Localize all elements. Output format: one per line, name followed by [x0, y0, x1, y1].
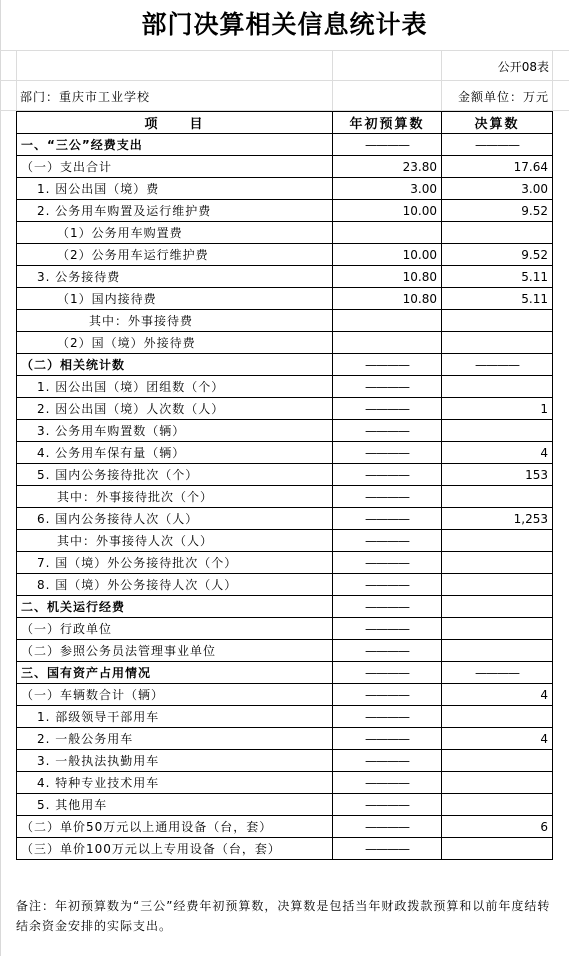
table-row [17, 332, 553, 354]
final-cell[interactable]: 6 [442, 816, 553, 838]
item-cell[interactable]: 其中：外事接待批次（个） [17, 486, 333, 508]
budget-cell[interactable]: ———— [333, 816, 442, 838]
item-cell[interactable]: 三、国有资产占用情况 [17, 662, 333, 684]
final-cell[interactable]: ———— [442, 354, 553, 376]
table-row [17, 728, 553, 750]
item-cell[interactable]: 4. 公务用车保有量（辆） [17, 442, 333, 464]
final-cell[interactable]: 3.00 [442, 178, 553, 200]
item-cell[interactable]: 1. 部级领导干部用车 [17, 706, 333, 728]
footnote: 备注：年初预算数为“三公”经费年初预算数，决算数是包括当年财政拨款预算和以前年度结转结余资金安排的实际支出。 [16, 899, 551, 933]
table-row [17, 486, 553, 508]
table-row [17, 508, 553, 530]
table-row [17, 266, 553, 288]
budget-cell[interactable]: ———— [333, 134, 442, 156]
budget-cell[interactable]: ———— [333, 596, 442, 618]
table-row [17, 222, 553, 244]
item-cell[interactable]: 其中：外事接待费 [17, 310, 333, 332]
final-cell[interactable]: 5.11 [442, 266, 553, 288]
final-cell[interactable] [442, 574, 553, 596]
final-cell[interactable] [442, 552, 553, 574]
table-row [17, 772, 553, 794]
final-cell[interactable] [442, 838, 553, 860]
budget-cell[interactable]: 23.80 [333, 156, 442, 178]
item-cell[interactable]: 3. 公务用车购置数（辆） [17, 420, 333, 442]
item-cell[interactable]: （2）国（境）外接待费 [17, 332, 333, 354]
budget-cell[interactable]: ———— [333, 508, 442, 530]
final-cell[interactable] [442, 420, 553, 442]
budget-cell[interactable]: 10.80 [333, 266, 442, 288]
final-cell[interactable]: ———— [442, 662, 553, 684]
budget-cell[interactable]: ———— [333, 530, 442, 552]
table-row [17, 816, 553, 838]
budget-cell[interactable]: ———— [333, 618, 442, 640]
grid-line [552, 50, 553, 110]
item-cell[interactable]: 一、“三公”经费支出 [17, 134, 333, 156]
item-cell[interactable]: （一）支出合计 [17, 156, 333, 178]
item-cell[interactable]: 4. 特种专业技术用车 [17, 772, 333, 794]
table-row [17, 662, 553, 684]
budget-cell[interactable]: ———— [333, 552, 442, 574]
final-cell[interactable]: 9.52 [442, 244, 553, 266]
budget-cell[interactable] [333, 222, 442, 244]
item-cell[interactable]: （二）单价50万元以上通用设备（台，套） [17, 816, 333, 838]
budget-cell[interactable]: ———— [333, 442, 442, 464]
item-cell[interactable]: 7. 国（境）外公务接待批次（个） [17, 552, 333, 574]
item-cell[interactable]: 1. 因公出国（境）团组数（个） [17, 376, 333, 398]
budget-cell[interactable]: ———— [333, 376, 442, 398]
budget-cell[interactable]: ———— [333, 464, 442, 486]
budget-cell[interactable]: ———— [333, 640, 442, 662]
final-cell[interactable]: 4 [442, 728, 553, 750]
final-cell[interactable]: 17.64 [442, 156, 553, 178]
final-cell[interactable] [442, 376, 553, 398]
final-cell[interactable] [442, 332, 553, 354]
table-row [17, 530, 553, 552]
table-row [17, 310, 553, 332]
item-cell[interactable]: （2）公务用车运行维护费 [17, 244, 333, 266]
column-header-item[interactable]: 项 目 [17, 112, 333, 134]
table-row [17, 134, 553, 156]
item-cell[interactable]: （二）参照公务员法管理事业单位 [17, 640, 333, 662]
statistics-table [16, 111, 553, 860]
item-cell[interactable]: 3. 公务接待费 [17, 266, 333, 288]
grid-line [0, 50, 569, 51]
budget-cell[interactable]: ———— [333, 706, 442, 728]
budget-cell[interactable]: ———— [333, 684, 442, 706]
budget-cell[interactable]: ———— [333, 750, 442, 772]
item-cell[interactable]: （1）公务用车购置费 [17, 222, 333, 244]
final-cell[interactable]: 4 [442, 684, 553, 706]
table-row [17, 178, 553, 200]
table-row [17, 552, 553, 574]
item-cell[interactable]: 5. 国内公务接待批次（个） [17, 464, 333, 486]
item-cell[interactable]: （二）相关统计数 [17, 354, 333, 376]
column-header-final[interactable]: 决算数 [442, 112, 553, 134]
table-row [17, 464, 553, 486]
table-row [17, 354, 553, 376]
table-row [17, 684, 553, 706]
item-cell[interactable]: 5. 其他用车 [17, 794, 333, 816]
grid-line [0, 80, 569, 81]
budget-cell[interactable]: ———— [333, 420, 442, 442]
item-cell[interactable]: 其中：外事接待人次（人） [17, 530, 333, 552]
department-label: 部门：重庆市工业学校 [20, 90, 151, 104]
item-cell[interactable]: 3. 一般执法执勤用车 [17, 750, 333, 772]
item-cell[interactable]: （1）国内接待费 [17, 288, 333, 310]
final-cell[interactable]: ———— [442, 134, 553, 156]
budget-cell[interactable]: ———— [333, 662, 442, 684]
item-cell[interactable]: 二、机关运行经费 [17, 596, 333, 618]
budget-cell[interactable]: ———— [333, 486, 442, 508]
final-cell[interactable] [442, 530, 553, 552]
table-row [17, 574, 553, 596]
grid-line [16, 50, 17, 110]
budget-cell[interactable]: ———— [333, 772, 442, 794]
table-row [17, 706, 553, 728]
final-cell[interactable] [442, 772, 553, 794]
form-number: 公开08表 [497, 60, 549, 74]
budget-cell[interactable] [333, 310, 442, 332]
table-row [17, 442, 553, 464]
item-cell[interactable]: 2. 公务用车购置及运行维护费 [17, 200, 333, 222]
item-cell[interactable]: 2. 因公出国（境）人次数（人） [17, 398, 333, 420]
item-cell[interactable]: （一）行政单位 [17, 618, 333, 640]
budget-cell[interactable]: ———— [333, 398, 442, 420]
column-header-budget[interactable]: 年初预算数 [333, 112, 442, 134]
item-cell[interactable]: 6. 国内公务接待人次（人） [17, 508, 333, 530]
table-row [17, 794, 553, 816]
item-cell[interactable]: 1. 因公出国（境）费 [17, 178, 333, 200]
amount-unit-label: 金额单位：万元 [457, 90, 549, 104]
budget-cell[interactable]: 10.00 [333, 244, 442, 266]
final-cell[interactable]: 5.11 [442, 288, 553, 310]
budget-cell[interactable]: 3.00 [333, 178, 442, 200]
table-header-row [17, 112, 553, 134]
budget-cell[interactable]: 10.00 [333, 200, 442, 222]
final-cell[interactable] [442, 596, 553, 618]
table-row [17, 156, 553, 178]
grid-line [332, 50, 333, 110]
table-row [17, 420, 553, 442]
final-cell[interactable] [442, 222, 553, 244]
final-cell[interactable]: 9.52 [442, 200, 553, 222]
final-cell[interactable]: 4 [442, 442, 553, 464]
table-row [17, 376, 553, 398]
budget-cell[interactable]: ———— [333, 728, 442, 750]
table-row [17, 618, 553, 640]
page-title: 部门决算相关信息统计表 [141, 10, 428, 39]
final-cell[interactable] [442, 618, 553, 640]
final-cell[interactable]: 153 [442, 464, 553, 486]
table-row [17, 398, 553, 420]
table-row [17, 288, 553, 310]
budget-cell[interactable]: ———— [333, 838, 442, 860]
final-cell[interactable] [442, 486, 553, 508]
table-row [17, 750, 553, 772]
table-row [17, 640, 553, 662]
table-row [17, 200, 553, 222]
budget-cell[interactable]: ———— [333, 574, 442, 596]
budget-cell[interactable]: ———— [333, 354, 442, 376]
table-row [17, 244, 553, 266]
table-row [17, 838, 553, 860]
budget-cell[interactable]: ———— [333, 794, 442, 816]
budget-cell[interactable] [333, 332, 442, 354]
final-cell[interactable]: 1,253 [442, 508, 553, 530]
item-cell[interactable]: 8. 国（境）外公务接待人次（人） [17, 574, 333, 596]
item-cell[interactable]: 2. 一般公务用车 [17, 728, 333, 750]
final-cell[interactable] [442, 750, 553, 772]
final-cell[interactable] [442, 310, 553, 332]
final-cell[interactable] [442, 706, 553, 728]
final-cell[interactable] [442, 794, 553, 816]
item-cell[interactable]: （三）单价100万元以上专用设备（台，套） [17, 838, 333, 860]
grid-line [441, 50, 442, 110]
budget-cell[interactable]: 10.80 [333, 288, 442, 310]
table-row [17, 596, 553, 618]
item-cell[interactable]: （一）车辆数合计（辆） [17, 684, 333, 706]
final-cell[interactable] [442, 640, 553, 662]
final-cell[interactable]: 1 [442, 398, 553, 420]
